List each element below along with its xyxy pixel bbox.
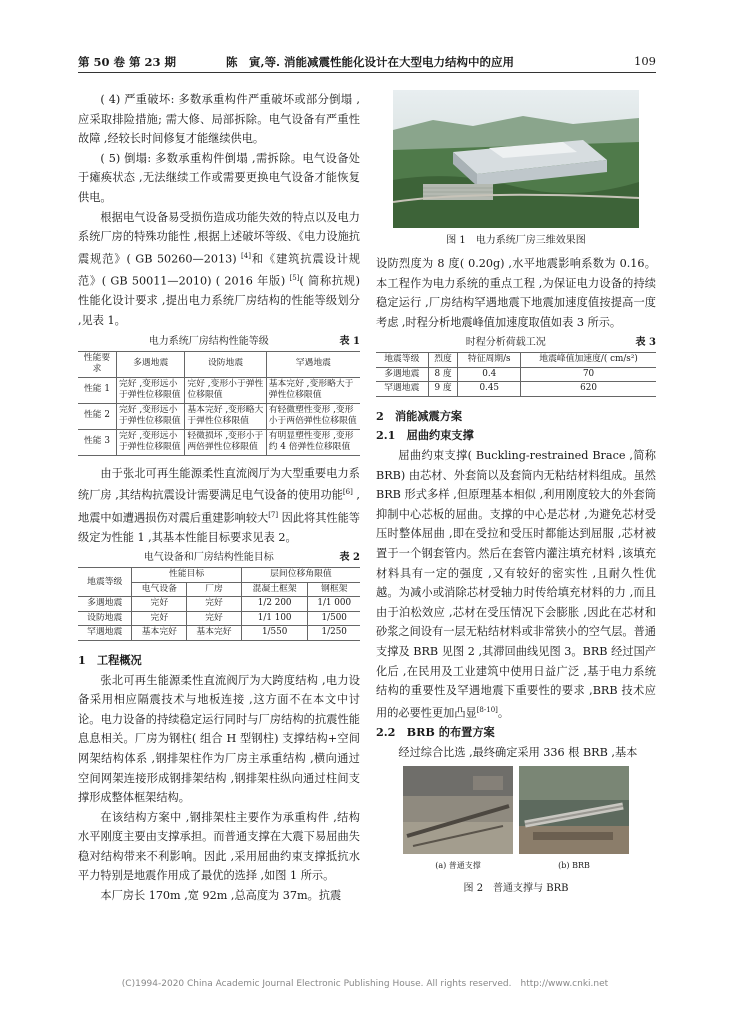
paragraph-brb-description: 屈曲约束支撑( Buckling-restrained Brace ,简称 BRB) 由芯材、外套筒以及套筒内无粘结材料组成。虽然 BRB 形式多样 ,但原理基本相似 ,利用刚度较大的外套筒抑制中心芯板的屈曲。支撑的中心是芯材 ,为避免芯材受压时整体屈曲 ,即在受拉和受压时都能达到屈服 ,芯材被置于一个钢套管内。然后在套管内灌注填充材料 ,该填充材料具有一定的强度 ,又有较好的密实性 ,且耐久性优越。为减小或消除芯材受轴力时传给填充材料的力 ,而且由于泊松效应 ,芯材在受压情况下会膨胀 ,因此在芯材和砂浆之间设有一层无粘结材料或非常狭小的空气层。普通支撑及 BRB 见图 2 ,其滞回曲线见图 3。BRB 经过国产化后 ,在民用及工业建筑中使用日益广泛 ,基于电力系统结构的重要性及罕遇地震下重要性的要求 ,BRB 技术应用的必要性更加凸显[8-10]。 <box>376 449 656 720</box>
table-header-cell: 层间位移角限值 <box>241 568 360 583</box>
table-3-caption <box>376 332 656 352</box>
citation: [5] <box>289 274 300 283</box>
citation: [8-10] <box>476 705 498 714</box>
table-cell: 1/1 000 <box>308 597 360 612</box>
table-2-caption <box>78 547 360 567</box>
table-3 <box>376 332 656 397</box>
paragraph-performance-target: 由于张北可再生能源柔性直流阀厅为大型重要电力系统厂房 ,其结构抗震设计需要满足电气设备的使用功能[6] ,地震中如遭遇损伤对震后重建影响较大[7] 因此将其性能等级定为性能 1 ,其基本性能目标要求见表 2。 <box>78 466 360 544</box>
paragraph-severe-damage: ( 4) 严重破坏: 多数承重构件严重破坏或部分倒塌 ,应采取排险措施; 需大修、局部拆除。电气设备有严重性故障 ,经较长时间修复才能继续供电。 <box>78 93 360 146</box>
table-cell: 1/2 200 <box>241 597 308 612</box>
running-title: 陈 寅,等. 消能减震性能化设计在大型电力结构中的应用 <box>226 55 515 69</box>
table-cell: 完好 <box>187 611 242 626</box>
paragraph-collapse: ( 5) 倒塌: 多数承重构件倒塌 ,需拆除。电气设备处于瘫痪状态 ,无法继续工作或需要更换电气设备才能恢复供电。 <box>78 151 360 204</box>
table-header-cell: 设防地震 <box>185 351 266 377</box>
table-header-cell: 混凝土框架 <box>241 582 308 597</box>
table-header-cell: 性能目标 <box>132 568 241 583</box>
table-cell: 基本完好 ,变形略大于弹性位移限值 <box>185 403 266 429</box>
table-2-grid <box>78 567 360 641</box>
table-cell: 620 <box>521 382 656 397</box>
table-cell: 完好 <box>132 611 187 626</box>
table-header-cell: 罕遇地震 <box>266 351 360 377</box>
figure-1-caption: 图 1 电力系统厂房三维效果图 <box>446 235 586 246</box>
header-rule <box>78 72 656 73</box>
table-row <box>78 597 360 612</box>
table-cell: 罕遇地震 <box>376 382 428 397</box>
table-cell: 完好 <box>187 597 242 612</box>
brb-photo <box>519 766 629 854</box>
journal-issue: 第 50 卷 第 23 期 <box>78 55 177 69</box>
plant-rendering-image <box>393 90 639 228</box>
table-1-title: 电力系统厂房结构性能等级 <box>148 335 269 347</box>
table-header-cell: 性能要求 <box>78 351 117 377</box>
citation: [7] <box>268 510 279 519</box>
table-cell: 基本完好 <box>187 626 242 641</box>
table-cell: 完好 ,变形远小于弹性位移限值 <box>117 377 185 403</box>
table-header-cell: 烈度 <box>428 353 458 368</box>
table-header-cell: 电气设备 <box>132 582 187 597</box>
table-header-cell: 钢框架 <box>308 582 360 597</box>
table-header-cell: 地震等级 <box>78 568 132 597</box>
table-cell: 轻微损坏 ,变形小于两倍弹性位移限值 <box>185 429 266 455</box>
table-cell: 0.4 <box>458 367 521 382</box>
table-cell: 罕遇地震 <box>78 626 132 641</box>
table-2-title: 电气设备和厂房结构性能目标 <box>143 552 274 564</box>
table-cell: 1/500 <box>308 611 360 626</box>
table-cell: 设防地震 <box>78 611 132 626</box>
table-cell: 性能 2 <box>78 403 117 429</box>
table-row <box>376 367 656 382</box>
table-cell: 性能 3 <box>78 429 117 455</box>
table-cell: 1/1 100 <box>241 611 308 626</box>
table-cell: 有明显塑性变形 ,变形约 4 倍弹性位移限值 <box>266 429 360 455</box>
table-header-cell: 特征周期/s <box>458 353 521 368</box>
table-header-cell: 多遇地震 <box>117 351 185 377</box>
figure-2-caption: 图 2 普通支撑与 BRB <box>463 882 569 894</box>
table-3-grid <box>376 352 656 397</box>
table-3-title: 时程分析荷载工况 <box>465 337 546 349</box>
table-cell: 完好 ,变形远小于弹性位移限值 <box>117 429 185 455</box>
table-row <box>78 403 360 429</box>
table-1-grid <box>78 351 360 456</box>
table-cell: 完好 ,变形远小于弹性位移限值 <box>117 403 185 429</box>
paragraph-seismic-intensity: 设防烈度为 8 度( 0.20g) ,水平地震影响系数为 0.16。本工程作为电力系统的重点工程 ,为保证电力设备的持续稳定运行 ,厂房结构罕遇地震下地震加速度值按提高一度考虑 ,时程分析地震峰值加速度取值如表 3 所示。 <box>376 257 656 329</box>
table-1-number: 表 1 <box>339 335 360 347</box>
paragraph-dimensions: 本厂房长 170m ,宽 92m ,总高度为 37m。抗震 <box>100 889 342 903</box>
table-cell: 基本完好 ,变形略大于弹性位移限值 <box>266 377 360 403</box>
table-row <box>78 611 360 626</box>
table-cell: 1/550 <box>241 626 308 641</box>
figure-2 <box>376 766 656 896</box>
table-cell: 8 度 <box>428 367 458 382</box>
section-2-1-heading: 2.1 屈曲约束支撑 <box>376 428 474 443</box>
table-cell: 基本完好 <box>132 626 187 641</box>
figure-2a-label: (a) 普通支撑 <box>435 861 481 871</box>
table-cell: 多遇地震 <box>78 597 132 612</box>
table-header-cell: 地震峰值加速度/( cm/s²) <box>521 353 656 368</box>
citation: [6] <box>342 488 353 497</box>
page-number: 109 <box>634 54 656 68</box>
table-header-cell: 地震等级 <box>376 353 428 368</box>
figure-1 <box>376 90 656 248</box>
table-1 <box>78 331 360 456</box>
section-1-heading: 1 工程概况 <box>78 652 142 667</box>
table-row <box>78 377 360 403</box>
table-cell: 70 <box>521 367 656 382</box>
right-column <box>376 90 656 896</box>
section-2-2-heading: 2.2 BRB 的布置方案 <box>376 725 495 740</box>
paragraph-structural-scheme: 在该结构方案中 ,钢排架柱主要作为承重构件 ,结构水平刚度主要由支撑承担。而普通支撑在大震下易屈曲失稳对结构带来不利影响。因此 ,采用屈曲约束支撑抵抗水平力特别是地震作用成了最优的选择 ,如图 1 所示。 <box>78 810 360 883</box>
table-2-number: 表 2 <box>339 552 360 564</box>
table-cell: 有轻微塑性变形 ,变形小于两倍弹性位移限值 <box>266 403 360 429</box>
table-cell: 9 度 <box>428 382 458 397</box>
table-row <box>376 382 656 397</box>
paragraph-performance-basis: 根据电气设备易受损伤造成功能失效的特点以及电力系统厂房的特殊功能性 ,根据上述破坏等级、《电力设施抗震规范》( GB 50260—2013) [4]和《建筑抗震设计规范》( GB 50011—2010) ( 2016 年版) [5]( 简称抗规) 性能化设计要求 ,提出电力系统厂房结构的性能等级划分 ,见表 1。 <box>78 210 360 327</box>
photo-brb <box>519 766 629 876</box>
paragraph-project-overview: 张北可再生能源柔性直流阀厅为大跨度结构 ,电力设备采用相应隔震技术与地板连接 ,这方面不在本文中讨论。电力设备的持续稳定运行同时与厂房结构的抗震性能息息相关。厂房为钢柱( 组合 H 型钢柱) 支撑结构+空间网架结构体系 ,钢排架柱作为厂房主承重结构 ,横向通过空间网架连接形成钢排架结构 ,钢排架柱纵向通过柱间支撑形成整体框架结构。 <box>78 673 360 805</box>
citation: [4] <box>241 251 251 260</box>
table-cell: 完好 <box>132 597 187 612</box>
table-2 <box>78 547 360 641</box>
table-header-cell: 厂房 <box>187 582 242 597</box>
figure-2-photos <box>403 766 629 876</box>
normal-brace-photo <box>403 766 513 854</box>
table-cell: 1/250 <box>308 626 360 641</box>
figure-2b-label: (b) BRB <box>558 861 590 871</box>
table-3-number: 表 3 <box>635 337 656 349</box>
left-column <box>78 90 360 906</box>
photo-normal-brace <box>403 766 513 876</box>
copyright-footer: (C)1994-2020 China Academic Journal Electronic Publishing House. All rights reserved. http://www.cnki.net <box>121 979 609 989</box>
table-cell: 0.45 <box>458 382 521 397</box>
table-cell: 多遇地震 <box>376 367 428 382</box>
section-2-heading: 2 消能减震方案 <box>376 408 463 423</box>
paragraph-brb-layout: 经过综合比选 ,最终确定采用 336 根 BRB ,基本 <box>398 745 638 759</box>
table-1-caption <box>78 331 360 351</box>
table-row <box>78 429 360 455</box>
table-cell: 完好 ,变形小于弹性位移限值 <box>185 377 266 403</box>
table-row <box>78 626 360 641</box>
table-cell: 性能 1 <box>78 377 117 403</box>
